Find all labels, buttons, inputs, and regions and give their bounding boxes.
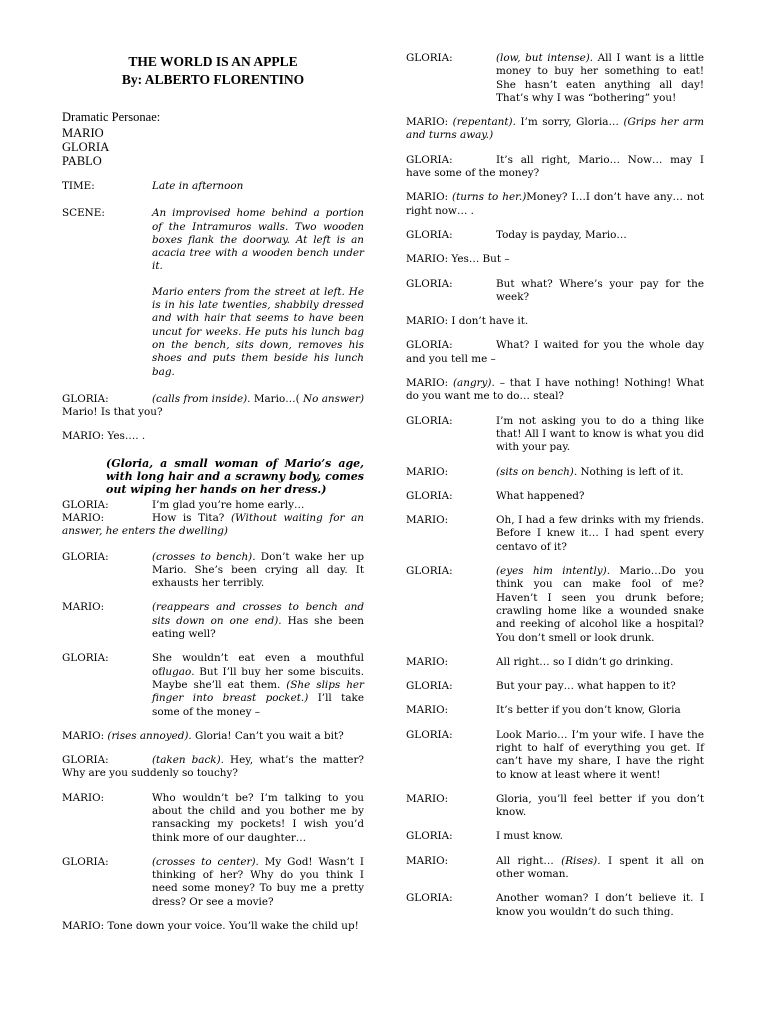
speaker: GLORIA:	[406, 339, 453, 352]
line-gloria-5	[62, 754, 364, 781]
stage-direction: (taken back).	[152, 754, 224, 767]
dialogue: I’ll take some of the money –	[152, 692, 364, 718]
dialogue: It’s all right, Mario… Now… may I have some of the money?	[406, 153, 704, 180]
speaker: MARIO:	[62, 601, 105, 614]
stage-direction: (crosses to center).	[152, 855, 259, 868]
line-mario-15	[406, 704, 704, 717]
line-mario-12	[406, 466, 704, 479]
line-gloria-13	[406, 490, 704, 503]
dialogue: Nothing is left of it.	[577, 465, 684, 478]
dialogue-italic-word: lugao	[162, 665, 192, 678]
speaker: GLORIA:	[406, 153, 453, 166]
line-mario-8	[406, 191, 704, 218]
speaker: MARIO:	[406, 116, 453, 129]
speaker: MARIO:	[406, 655, 449, 668]
line-mario-3	[62, 601, 364, 641]
dialogue: I spent it all on other woman.	[496, 854, 704, 881]
scene-action: Mario enters from the street at left. He is in his late twenties, shabbily dressed and with hair that seems to have been uncut for weeks. He puts his lunch bag on the bench, sits down, removes his shoes and puts them beside his lunch bag.	[152, 285, 364, 378]
line-mario-11	[406, 377, 704, 404]
dialogue: How is Tita?	[152, 511, 231, 524]
speaker: MARIO:	[406, 377, 453, 390]
speaker: GLORIA:	[406, 489, 453, 502]
right-column	[406, 52, 704, 930]
speaker: GLORIA:	[62, 550, 109, 563]
line-gloria-1	[62, 393, 364, 420]
dialogue: But your pay… what happen to it?	[496, 680, 676, 693]
stage-direction: (crosses to bench).	[152, 550, 256, 563]
dialogue: I’m not asking you to do a thing like that! All I want to know is what you did with your pay.	[496, 414, 704, 454]
line-gloria-11	[406, 339, 704, 366]
cast-item-mario: MARIO	[62, 126, 104, 140]
line-mario-1: MARIO: Yes…. .	[62, 430, 146, 443]
speaker: MARIO:	[406, 465, 449, 478]
line-gloria-16	[406, 729, 704, 782]
stage-direction: (angry).	[453, 377, 495, 390]
line-mario-10: MARIO: I don’t have it.	[406, 315, 529, 328]
scene-row	[62, 207, 364, 273]
dialogue: Has she been eating well?	[152, 614, 364, 641]
dialogue: All right… so I didn’t go drinking.	[496, 655, 674, 668]
stage-direction: No answer)	[303, 392, 365, 405]
dialogue: She wouldn’t eat even a mouthful of	[152, 652, 364, 678]
dialogue: – that I have nothing! Nothing! What do you want me to do… steal?	[406, 377, 704, 403]
stage-direction: (Rises).	[561, 854, 601, 867]
speaker: MARIO:	[62, 729, 108, 742]
personae-label: Dramatic Personae:	[62, 110, 161, 124]
line-mario-7	[406, 116, 704, 143]
speaker: MARIO:	[406, 854, 449, 867]
speaker: GLORIA:	[406, 565, 453, 578]
stage-direction: (Without waiting for an answer, he enters the dwelling)	[62, 511, 364, 538]
line-mario-14	[406, 656, 704, 669]
line-mario-17	[406, 855, 704, 882]
line-gloria-12	[406, 415, 704, 455]
speaker: GLORIA:	[62, 855, 109, 868]
line-gloria-6	[62, 856, 364, 909]
stage-direction: (low, but intense).	[496, 52, 594, 64]
line-gloria-7	[406, 52, 704, 105]
speaker: GLORIA:	[406, 228, 453, 241]
speaker: MARIO:	[62, 511, 105, 524]
dialogue: Oh, I had a few drinks with my friends. Before I knew it… I had spent every centavo of it?	[496, 514, 704, 553]
speaker: MARIO:	[406, 704, 449, 717]
cast-item-gloria: GLORIA	[62, 140, 110, 154]
stage-direction: (repentant).	[452, 116, 516, 129]
dialogue: Hey, what’s the matter? Why are you suddenly so touchy?	[62, 754, 364, 780]
dialogue: I’m sorry, Gloria…	[515, 116, 624, 129]
line-mario-6: MARIO: Tone down your voice. You’ll wake the child up!	[62, 920, 359, 933]
dialogue: It’s better if you don’t know, Gloria	[496, 704, 681, 717]
line-gloria-8	[406, 154, 704, 181]
speaker: GLORIA:	[406, 277, 453, 290]
time-label: TIME:	[62, 180, 95, 192]
dialogue: Who wouldn’t be? I’m talking to you about the child and you bother me by ransacking my pockets! I wish you’d think more of our daughter…	[152, 791, 364, 844]
dialogue: I must know.	[496, 830, 563, 843]
dialogue: All right…	[496, 854, 562, 867]
line-mario-13	[406, 514, 704, 554]
line-gloria-9	[406, 229, 704, 242]
dialogue: Another woman? I don’t believe it. I know you wouldn’t do such thing.	[496, 892, 704, 918]
speaker: GLORIA:	[406, 414, 453, 427]
dialogue: I’m glad you’re home early…	[152, 498, 305, 511]
stage-direction: (sits on bench).	[496, 465, 578, 478]
speaker: GLORIA:	[62, 392, 109, 405]
dialogue: What? I waited for you the whole day and you tell me –	[406, 339, 704, 365]
cast-item-pablo: PABLO	[62, 154, 102, 168]
stage-direction: (She slips her finger into breast pocket.)	[152, 678, 364, 705]
cast-list	[62, 126, 364, 168]
stage-direction: (eyes him intently).	[496, 565, 610, 578]
dialogue: Mario…(	[250, 392, 304, 405]
speaker: GLORIA:	[62, 498, 109, 511]
speaker: GLORIA:	[406, 52, 453, 64]
time-value: Late in afternoon	[152, 180, 244, 192]
line-gloria-4	[62, 652, 364, 718]
dialogue: What happened?	[496, 489, 585, 502]
dialogue: Money? I…I don’t have any… not right now… .	[406, 191, 704, 217]
line-mario-9: MARIO: Yes… But –	[406, 253, 510, 266]
stage-direction: (reappears and crosses to bench and sits down on one end).	[152, 601, 364, 627]
line-mario-16	[406, 793, 704, 820]
dialogue: But what? Where’s your pay for the week?	[496, 277, 704, 303]
stage-direction: (calls from inside).	[152, 392, 251, 405]
speaker: MARIO:	[62, 791, 105, 804]
stage-direction: (turns to her.)	[452, 191, 527, 204]
stage-direction: (Grips her arm and turns away.)	[406, 116, 704, 142]
dialogue: Don’t wake her up Mario. She’s been crying all day. It exhausts her terribly.	[152, 550, 365, 590]
play-title: THE WORLD IS AN APPLE	[128, 54, 298, 69]
line-mario-4	[62, 730, 364, 743]
dialogue: Look Mario… I’m your wife. I have the right to half of everything you get. If can’t have my share, I have the right to know at least where it went!	[496, 728, 704, 781]
line-gloria-10	[406, 278, 704, 305]
stage-direction: (rises annoyed).	[107, 729, 192, 742]
line-gloria-15	[406, 680, 704, 693]
dialogue: Today is payday, Mario…	[496, 228, 627, 241]
speaker: GLORIA:	[62, 652, 109, 665]
dialogue: Gloria! Can’t you wait a bit?	[191, 729, 344, 742]
dialogue: Gloria, you’ll feel better if you don’t know.	[496, 792, 704, 819]
speaker: GLORIA:	[406, 892, 453, 905]
dialogue: Mario! Is that you?	[62, 406, 163, 419]
line-gloria-17	[406, 830, 704, 843]
scene-description: An improvised home behind a portion of the Intramuros walls. Two wooden boxes flank the doorway. At left is an acacia tree with a wooden bench under it.	[152, 207, 364, 273]
line-gloria-3	[62, 551, 364, 591]
time-row	[62, 180, 364, 193]
speaker: GLORIA:	[406, 830, 453, 843]
left-column	[62, 52, 364, 944]
dialogue: Mario…Do you think you can make fool of me? Haven’t I seen you drunk before; crawling home like a wounded snake and reeking of alcohol like a hospital? You don’t smell or look drunk.	[496, 565, 704, 644]
speaker: GLORIA:	[406, 728, 453, 741]
line-gloria-14	[406, 565, 704, 645]
speaker: MARIO:	[406, 514, 449, 527]
line-gloria-2	[62, 499, 364, 512]
play-author: By: ALBERTO FLORENTINO	[121, 72, 305, 87]
scene-label: SCENE:	[62, 207, 105, 220]
speaker: MARIO:	[406, 191, 453, 204]
speaker: GLORIA:	[406, 680, 453, 693]
dialogue: My God! Wasn’t I thinking of her? Why do you think I need some money? To buy me a pretty dress? Or see a movie?	[152, 855, 364, 908]
dialogue: . But I’ll buy her some biscuits. Maybe she’ll eat them.	[152, 665, 364, 691]
line-mario-5	[62, 792, 364, 845]
speaker: GLORIA:	[62, 754, 109, 767]
line-mario-2	[62, 512, 364, 539]
stage-direction-gloria-entrance: (Gloria, a small woman of Mario’s age, with long hair and a scrawny body, comes out wiping her hands on her dress.)	[106, 456, 364, 497]
line-gloria-18	[406, 892, 704, 919]
dialogue: All I want is a little money to buy her something to eat! She hasn’t eaten anything all day! That’s why I was “bothering” you!	[496, 52, 704, 104]
speaker: MARIO:	[406, 792, 449, 805]
